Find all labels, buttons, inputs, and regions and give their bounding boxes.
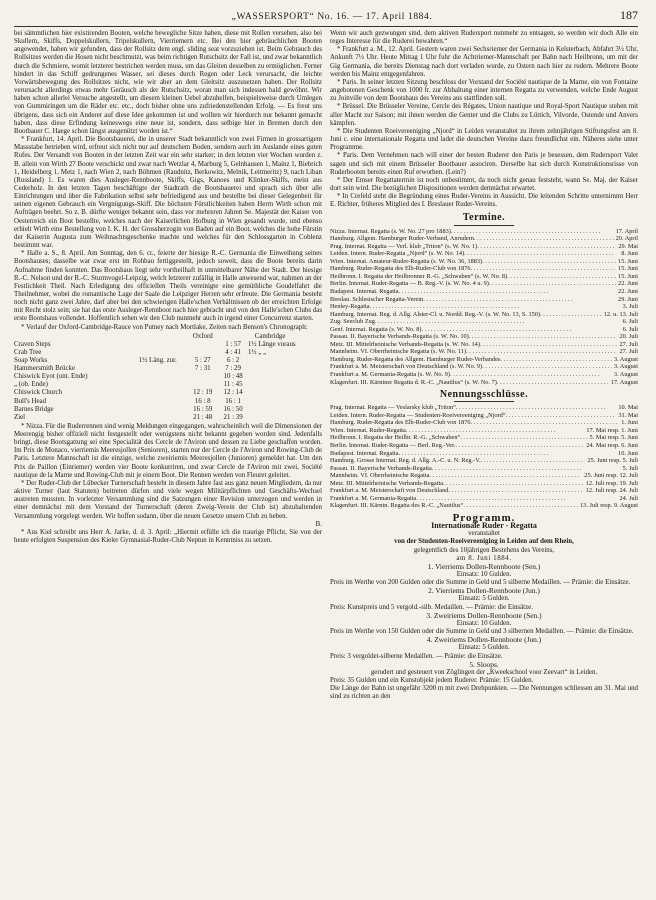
oxford-note xyxy=(128,389,187,397)
termine-item xyxy=(330,379,638,387)
entry-date: 12. Juli resp. 24. Juli xyxy=(585,487,638,495)
termine-item xyxy=(330,243,638,251)
event-entry-fee: gerudert und gesteuert von Zöglingen der „Kweekschool voor Zeevart“ in Leiden. xyxy=(370,668,598,676)
entry-date: 12. u. 13. Juli xyxy=(603,310,638,318)
entry-date: 22. Juni xyxy=(618,280,638,288)
race-row xyxy=(14,357,322,365)
oxford-time: 16 : 59 xyxy=(193,405,213,413)
cambridge-time: 6 : 2 xyxy=(226,357,240,365)
cambridge-note xyxy=(248,357,322,365)
entry-event: Frankfurt a. M. Meisterschaft von Deutschland . . . xyxy=(330,487,584,495)
race-row xyxy=(14,373,322,381)
entry-event: Passau. II. Bayerische Verbands-Regatta . . . xyxy=(330,465,621,473)
cambridge-time: 4 : 41 xyxy=(225,348,241,356)
oxford-time: 21 : 48 xyxy=(193,413,213,421)
nennung-item xyxy=(330,404,638,412)
entry-event: Metz. III. Mittelrheinische Verbands-Regatta . . . xyxy=(330,480,584,488)
nennung-item xyxy=(330,480,638,488)
entry-date: 29. Juni xyxy=(618,295,638,303)
event-prize: Preis: Kunstpreis und 5 vergold.-silb. Medaillen. — Prämie: die Einsätze. xyxy=(330,603,533,611)
entry-event: Henley-Regatta . . . xyxy=(330,303,621,311)
entry-date: 20. April xyxy=(615,235,638,243)
event-title: 1. Vierriems Dollen-Rennboote (Sen.) xyxy=(427,561,541,571)
article-oxford-cambridge: * Verlauf der Oxford-Cambridge-Rauce von Putney nach Mortlake, Zeiten nach Benson's Chronograph: xyxy=(21,323,308,331)
entry-event: Nizza. Internat. Regatta (s. W. No. 27 pro 1883) . . . xyxy=(330,228,614,236)
running-title: „WASSERSPORT“ No. 16. — 17. April 1884. xyxy=(231,12,433,22)
nennung-item xyxy=(330,427,638,435)
entry-date: 5. Juli xyxy=(622,464,638,472)
programm-occasion: gelegentlich des 10jährigen Bestehens des Vereins, xyxy=(413,546,555,554)
oxford-note: 1½ Läng. zur. xyxy=(138,357,177,365)
termine-item xyxy=(330,326,638,334)
entry-event: Budapest. Internat. Regatta . . . xyxy=(330,450,616,458)
entry-event: Frankfurt a. M. Meisterschaft von Deutschland (s. W. No. 9) . . . xyxy=(330,363,612,371)
article-luebeck: * Der Ruder-Club der Lübecker Turnerschaft besteht in diesem Jahre fast aus ganz neuen Mitgliedern, da nur aktive Turner (laut Statuten) beitreten dürfen und viele wegen Militärpflichten und Geschäfts-Wechsel austreten mussten. In vorletzter Versammlung sind die Satzungen einer Revision unterzogen und werden in einer demnächst mit dem Vorstand der Turnerschaft (deren Zweig-Verein der Club ist) abzuhaltenden Versammlung vorgelegt werden. Wir hoffen sodann, über die neuen Gesetze unsern Club zu heben. xyxy=(14,479,322,520)
programm-heading: Programm. xyxy=(452,511,516,524)
cambridge-note xyxy=(248,414,322,422)
event-title: 4. Zweiriems Dollen-Rennboote (Jun.) xyxy=(426,635,542,645)
race-row xyxy=(14,381,322,389)
entry-date: 10. Mai xyxy=(618,404,638,412)
race-row xyxy=(14,398,322,406)
event-title: 5. Sloops. xyxy=(469,659,499,669)
cambridge-time: 12 : 14 xyxy=(223,389,243,397)
event-entry-fee: Einsatz: 10 Gulden. xyxy=(456,570,512,578)
entry-event: Frankfurt a. M. Germania-Regatta (s. W. No. 9) . . . xyxy=(330,371,612,379)
entry-event: Genf. Internat. Regatta (s. W. No. 8) . . . xyxy=(330,326,621,334)
entry-date: 3. Juli xyxy=(622,303,638,311)
cambridge-time: 1 : 57 xyxy=(225,340,241,348)
race-row xyxy=(14,349,322,357)
entry-event: Prag. Internat. Regatta — Verl. klub „Triton“ (s. W. No. 1) . . . xyxy=(330,243,616,251)
termine-list xyxy=(330,228,638,386)
nennung-item xyxy=(330,502,638,510)
article-kiel: * Aus Kiel schreibt uns Herr A. Jarke, d. d. 3. April: „Hiermit erfülle ich die traurige Pflicht, Sie von der heute erfolgten Suspension des Kieler Gymnasial-Ruder-Club Neptun in Kenntniss zu setzen. xyxy=(14,528,322,544)
termine-item xyxy=(330,258,638,266)
nennung-list xyxy=(330,404,638,510)
cambridge-time: 21 : 39 xyxy=(223,413,243,421)
termine-item xyxy=(330,311,638,319)
race-row xyxy=(14,389,322,397)
termine-item xyxy=(330,296,638,304)
oxford-note xyxy=(128,406,187,414)
cambridge-note xyxy=(248,381,322,389)
nennung-item xyxy=(330,434,638,442)
race-place: Chiswick Church xyxy=(14,389,63,397)
nennung-item xyxy=(330,495,638,503)
event-title: 3. Zweiriems Dollen-Rennboote (Sen.) xyxy=(426,610,542,620)
cambridge-time: 7 : 29 xyxy=(225,365,241,373)
event-prize: Preis im Werthe von 200 Gulden oder die Summe in Geld und 5 silberne Medaillen. — Prämie: die Einsätze. xyxy=(330,579,631,587)
nennung-heading: Nennungsschlüsse. xyxy=(330,391,638,402)
cambridge-note: 1½ „ „ xyxy=(247,348,267,356)
article-paragraph: bei sämmtlichen hier existirenden Booten, welche bewegliche Sitze haben, diese mit Rollen versehen, also bei Skullern, Skiffs, Doppelskullern, Tripelskullern, Vierriemern etc. Bei den hier gebräuchlichen Booten angewendet, haben wir gefunden, dass der Rollsitz dem engl. sliding seat vorzuziehen ist. Beim Gebrauch des Rollsitzes werden die Hosen nicht beschmutzt, was beim richtigen Rutschsitz der Fall ist, und zwar bekanntlich durch die Schmiere, womit letzterer bestrichen werden muss, um das Gleiten desselben zu ermöglichen. Ferner hindert in das Schiff gedrungenes Wasser, sei dieses durch Regen oder Leck verursacht, die leichte Vorwärtsbewegung des Rollsitzes nicht, wie wir aber an dem Gleitsitz auszusetzen haben. Der Rollsitz verursacht allerdings etwas mehr Geräusch als der Rutschsitz, woran man sich indessen bald gewöhnt. Wir haben schon allerlei Versuche angestellt, um diesem kleinen Uebel abzuhelfen, beispielsweise durch Umlegen von Gummiringen um die Räder etc. etc., doch bisher ohne uns zufriedenstellenden Erfolg. — Es freut uns übrigens, dass sich ein Anderer auf diese Idee gekommen ist und wollten wir hierdurch nur bekannt gemacht haben, dass diese Erfindung keineswegs eine neue ist, sondern, dass selbige hier in Bremen durch den Bootbauer C. Haege schon längst ausgenützt worden ist.“ xyxy=(14,30,322,135)
entry-event: Mannheim. VI. Oberrheinische Regatta . . . xyxy=(330,472,582,480)
cambridge-note xyxy=(248,406,322,414)
programm-event xyxy=(330,612,638,636)
article-nizza: * Nizza. Für die Ruderrennen sind wenig Meldungen eingegangen, wahrscheinlich weil die Dimensionen der Meerengig bisher offiziell nicht festgestellt oder wenigstens nicht bekannt gegeben worden sind. Jedenfalls bringt, diese Bootsgattung sei eine Specialität des Cercle de l'Aviron und dessen zu Liebe geschaffen worden. Im Prix de Monaco, vierriemis Meeresjollen (Senioren), starten nur der Cercle de l'Aviron und Rowing-Club de Paris. Letztere Mannschaft ist die einzige, welche zweiriemis Meeresjollen (Junioren) gemeldet hat. Um den Prix de Paillon (Einriemer) werden vier Boote konkurriren, und zwar Cercle de l'Aviron mit zwei, Société nautique de la Marne und Rowing-Club mit je einem Boot. Die Rennen werden von Fleuret geleitet. xyxy=(14,422,322,479)
entry-event: Hamburg. Ruder-Regatta des Elb-Ruder-Club von 1876 . . . xyxy=(330,265,616,273)
entry-date: 17. Mai resp. 1. Juni xyxy=(586,426,638,434)
race-place: Hammersmith Brücke xyxy=(14,365,76,373)
entry-event: Hamburg. Internat. Reg. d. Allg. Alster-Cl. u. Nordd. Reg.-V. (s. W. No. 13, S. 150) . . . xyxy=(330,311,602,319)
cambridge-time: 11 : 45 xyxy=(223,381,243,389)
termine-item xyxy=(330,250,638,258)
article-halle: * Halle a. S., 8. April. Am Sonntag, den 6. cr., feierte der hiesige R.-C. Germania die Einweihung seines Bootshauses; dasselbe war zwar erst im Rohbau fertiggestellt, jedoch soweit, dass die Boote bereits darin Aufnahme finden konnten. Das Bootshaus liegt sehr vortheilhaft in unmittelbarer Nähe der Stadt. Der hiesige R.-C. Nelson und der R.-C. Sturmvogel-Leipzig, welch letzterer zufällig in Halle anwesend war, nahmen an der Festlichkeit Theil. Nach Erledigung des officiellen Theils vereinigte eine gemüthliche Goudelfahrt die Theilnehmer, wobei die romantische Lage der Saale die Leipziger Herren sehr erfreute. Die Germania besteht noch nicht ganz zwei Jahre, darf aber bei den schwierigen Halle'schen Verhältnissen ob der erreichten Erfolge mit Recht stolz sein; sie hat das erste Ausleger-Rennboot nach hier gebracht und von den Halle'schen Clubs das erste Bootshaus vollendet. Hoffentlich sehen wir den Club nunmehr auch in irgend einer Concurrenz starten. xyxy=(14,250,322,323)
event-entry-fee: Einsatz: 5 Gulden. xyxy=(458,595,510,603)
cambridge-time: 10 : 48 xyxy=(223,373,243,381)
entry-date: 15. Juni xyxy=(618,257,638,265)
entry-date: 27. Juli xyxy=(619,348,638,356)
entry-date: 12. Juli resp. 19. Juli xyxy=(585,479,638,487)
termine-item xyxy=(330,318,638,326)
entry-event: Budapest. Internat. Regatta . . . xyxy=(330,288,616,296)
termine-item xyxy=(330,288,638,296)
event-entry-fee: Einsatz: 10 Gulden. xyxy=(456,619,512,627)
entry-event: Hamburg. Allgem. Hamburger Ruder-Verband, Anrudern . . . xyxy=(330,235,614,243)
entry-event: Klagenfurt. III. Kärntn. Regatta des R.-C. „Nautilus“ . . . xyxy=(330,502,578,510)
entry-event: Heilbronn. I. Regatta der Heilbr. R.-G. „Schwaben“ . . . xyxy=(330,434,588,442)
cambridge-note xyxy=(248,398,322,406)
programm-section xyxy=(330,511,638,702)
termine-item xyxy=(330,348,638,356)
termine-item xyxy=(330,273,638,281)
nennung-item xyxy=(330,442,638,450)
oxford-time: 5 : 27 xyxy=(194,357,211,365)
event-entry-fee: Einsatz: 5 Gulden. xyxy=(458,644,510,652)
oxford-note xyxy=(128,349,187,357)
nennung-item xyxy=(330,465,638,473)
entry-date: 22. Juni xyxy=(618,287,638,295)
entry-date: 1. Juni xyxy=(621,419,638,427)
entry-event: Berlin. Internat. Ruder-Regatta — Berl. Reg.-Ver. . . . xyxy=(330,442,584,450)
termine-item xyxy=(330,303,638,311)
oxford-note xyxy=(128,414,187,422)
termine-item xyxy=(330,265,638,273)
entry-event: Prag. Internat. Regatta — Veslarsky klub „Triton“ . . . xyxy=(330,404,616,412)
header-rule xyxy=(14,26,638,27)
termine-item xyxy=(330,228,638,236)
oxford-time xyxy=(187,381,218,389)
event-prize: Preis: 35 Gulden und ein Kunstobjekt jedem Ruderer. Prämie: 15 Gulden. xyxy=(330,677,534,685)
programm-organizer: von der Studenten-Roeivereeniging in Leiden auf dem Rhein, xyxy=(394,538,574,546)
entry-date: 3. August xyxy=(613,355,638,363)
entry-date: 29. Mai xyxy=(618,242,638,250)
race-place: „ (ob. Ende) xyxy=(14,381,48,389)
entry-event: Hamburg. Ruder-Regatta des Elb-Ruder-Club von 1876 . . . xyxy=(330,419,619,427)
entry-event: Zug. Seeclub Zug . . . xyxy=(330,318,621,326)
programm-subheading: Internationale Ruder - Regatta xyxy=(431,521,537,531)
nennung-item xyxy=(330,487,638,495)
left-column xyxy=(14,30,322,900)
cambridge-note xyxy=(248,373,322,381)
entry-event: Klagenfurt. III. Kärntner Regatta d. R.-C. „Nautilus“ (s. W. No. 7) . . . xyxy=(330,379,609,387)
article-continuation: Wenn wir auch gezwungen sind, dem aktiven Rudersport nunmehr zu entsagen, so werden wir doch Alle ein reges Interesse für die Ruderei bewahren.“ xyxy=(330,30,638,46)
entry-date: 24. Mai resp. 6. Juni xyxy=(586,441,638,449)
race-place: Ziel xyxy=(14,413,26,421)
right-column xyxy=(330,30,638,900)
oxford-header: Oxford xyxy=(192,332,213,340)
oxford-time xyxy=(187,349,218,357)
termine-item xyxy=(330,333,638,341)
programm-event xyxy=(330,563,638,587)
oxford-time: 12 : 19 xyxy=(193,389,213,397)
entry-event: Leiden. Intern. Ruder-Regatta — Studenten-Roeivereeniging „Njord“ . . . xyxy=(330,412,616,420)
article-frankfurt: * Frankfurt, 14. April. Die Bootsbauerei, die in unserer Stadt bekanntlich von zwei Firmen in grossartigem Massstabe betrieben wird, erfreut sich nicht nur auf deutschem Boden, sondern auch im Auslande eines guten Rufes. Der Versandt von Booten in der letzten Zeit war ein sehr starker; in den letzten vier Wochen wurden z. B. allein von Wirth 27 Boote verschickt und zwar nach Wetzlar 4, Marburg 5, Gelnhausen 1, Mainz 1, Biebrich 1, Heidelberg 1, Metz 1, nach Wien 2, nach Böhmen (Raudnitz, Berkowitz, Melnik, Leitmeritz) 9, nach Liban (Russland) 1. Es waren dies Ausleger-Rennboote, Skiffs, Gigs, Kanoes und Klinker-Skiffs, meist aus Cederholz. In den letzten Tagen beschäftigte der Stadtrath die Bootsbauerei und sprach sich über alle Einrichtungen und über die Fabrikation selbst sehr befriedigend aus und bestellte bei dieser Gelegenheit für seinen eigenen Gebrauch ein Vergnügungs-Skiff. Die höchsten Fürstlichkeiten haben Herrn Wirth schon mit Aufträgen beehrt. So z. B. dürfte weniger bekannt sein, dass vor mehreren Jahren Se. Majestät der Kaiser von Oesterreich ein Boot bestellte, welches nach der Kaiserlichen Hofburg in Wien gesandt wurde, und ebenso erhielt Wirth eine Bestellung von I. K. H. der Grossherzogin von Baden auf ein Boot, welches die hohe Fürstin der Kaiserin Augusta zum Weihnachtsgeschenke machte und welches für den Schlossgarten in Coblenz bestimmt war. xyxy=(14,136,322,250)
termine-item xyxy=(330,363,638,371)
entry-event: Metz. III. Mittelrheinische Verbands-Regatta (s. W. No. 14) . . . xyxy=(330,341,617,349)
entry-date: 24. Juli xyxy=(619,494,638,502)
nennung-item xyxy=(330,472,638,480)
race-place: Chiswick Eyot (unt. Ende) xyxy=(14,373,88,381)
race-place: Craven Steps xyxy=(14,340,51,348)
cambridge-time: 16 : 50 xyxy=(223,405,243,413)
entry-event: Passau. II. Bayerische Verbands-Regatta (s. W. No. 10) . . . xyxy=(330,333,617,341)
article-signature: B. xyxy=(315,520,322,528)
page-number: 187 xyxy=(619,8,638,22)
entry-date: 13. Juli resp. 9. August xyxy=(580,502,638,510)
oxford-note xyxy=(128,341,187,349)
article-bruessel: * Brüssel. Die Brüsseler Vereine, Cercle des Régates, Union nautique und Royal-Sport Nautique stehen mit aller Macht zur Saison; mit ihnen werden die Genter und die Clubs zu Lüttich, Vilvorde, Ostende und Anvers kämpfen. xyxy=(330,103,638,127)
programm-event xyxy=(330,636,638,660)
race-row xyxy=(14,341,322,349)
article-paris-marne: * Paris. In seiner letzten Sitzung beschloss der Vorstand der Société nautique de la Marne, ein von Fontaine angebotenen Geschenk von 1000 fr. zur Abhaltung einer internen Regatta zu verwenden, welche Ende August zu Joinville von dem Bootshaus des Vereins aus stattfinden soll. xyxy=(330,78,638,103)
entry-event: Breslau. Schlesischer Regatta-Verein . . . xyxy=(330,296,616,304)
entry-date: 3. August xyxy=(613,370,638,378)
article-paris-rower: * Paris. Dem Vernehmen nach will einer der besten Ruderer den Paris je besessen, dem Rudersport Valet sagen und sich mit einem Brüsseler Bootbauer associren. Derselbe hat sich durch Konstruktionsrisse von Ruderbooten bereits einen Ruf erworben. (Lein?) xyxy=(330,152,638,176)
entry-date: 17. August xyxy=(610,378,638,386)
termine-item xyxy=(330,371,638,379)
termine-item xyxy=(330,356,638,364)
entry-date: 20. Juli xyxy=(619,333,638,341)
race-row xyxy=(14,406,322,414)
race-place: Soap Works xyxy=(14,357,48,365)
race-place: Barnes Bridge xyxy=(14,405,54,413)
oxford-time: 7 : 31 xyxy=(194,365,211,373)
entry-event: Heilbronn. I. Regatta der Heilbronner R.-G. „Schwaben“ (s. W. No. 8) . . . xyxy=(330,273,616,281)
event-prize: Preis: 3 vergoldet-silberne Medaillen. — Prämie: die Einsätze. xyxy=(330,652,503,660)
programm-by: veranstaltet xyxy=(468,530,500,538)
event-title: 2. Vierriems Dollen-Rennboote (Jun.) xyxy=(428,586,540,596)
oxford-note xyxy=(128,373,187,381)
entry-event: Mannheim. VI. Oberrheinische Regatta (s. W. No. 11) . . . xyxy=(330,348,617,356)
page-header xyxy=(14,8,638,24)
termine-item xyxy=(330,280,638,288)
article-njord: * Die Studenten Roeivereeniging „Njord“ in Leiden veranstaltet zu ihrem zehnjährigen Stiftungsfest am 8. Juni c. eine internationale Regatta und ladet die deutschen Vereine dazu freundlichst ein. Näheres siehe unter Programme. xyxy=(330,127,638,152)
race-times-table xyxy=(14,333,322,422)
race-table-header xyxy=(14,333,322,341)
entry-date: 15. Juni xyxy=(618,265,638,273)
entry-date: 15. Juni xyxy=(618,272,638,280)
entry-event: Hamburg. Ruder-Regatta des Allgem. Hamburger Ruder-Verbandes . . . xyxy=(330,356,612,364)
programm-closing: Die Länge der Bahn ist ungefähr 3200 m mit zwei Drehpunkten. — Die Nennungen schliessen am 31. Mai und sind zu richten an den xyxy=(330,685,638,701)
termine-heading: Termine. xyxy=(330,214,638,225)
entry-date: 5. Mai resp. 5. Juni xyxy=(589,434,638,442)
entry-date: 10. Juni xyxy=(618,449,638,457)
article-frankfurt-main: * Frankfurt a. M., 12. April. Gestern waren zwei Sechsriemer der Germania in Kelsterbach, Abfahrt 3½ Uhr, Ankunft 7½ Uhr. Heute Mittag 1 Uhr fuhr die Achtriemer-Mannschaft per Bahn nach Heilbronn, um mit der Gig Germania, die bereits Dienstag nach dort verladen wurde, zu Ostern nach hier zu rudern. Mehrere Boote werden bis Mainz entgegenfahren. xyxy=(330,46,638,78)
nennung-item xyxy=(330,450,638,458)
cambridge-note xyxy=(248,365,322,373)
programm-date: am 8. Juni 1884. xyxy=(456,554,512,562)
event-prize: Preis im Werthe von 150 Gulden oder die Summe in Geld und 3 silbernen Medaillen. — Prämie: die Einsätze. xyxy=(330,628,634,636)
race-place: Crab Tree xyxy=(14,348,42,356)
oxford-time xyxy=(187,373,218,381)
entry-date: 25. Juni resp. 5. Juli xyxy=(587,457,638,465)
entry-event: Wien. Internat. Amateur-Ruder-Regatta (s. W. No. 36, 1883) . . . xyxy=(330,258,616,266)
entry-date: 27. Juli xyxy=(619,340,638,348)
entry-event: Leiden. Intern. Ruder-Regatta „Njord“ (s. W. No. 14) . . . xyxy=(330,250,619,258)
nennung-item xyxy=(330,419,638,427)
entry-date: 25. Juni resp. 12. Juli xyxy=(584,472,638,480)
entry-date: 6. Juli xyxy=(622,325,638,333)
oxford-time: 16 : 8 xyxy=(194,397,211,405)
entry-date: 31. Mai xyxy=(618,411,638,419)
race-place: Bull's Head xyxy=(14,397,47,405)
nennung-item xyxy=(330,457,638,465)
entry-date: 8. Juni xyxy=(621,250,638,258)
programm-event xyxy=(330,661,638,685)
oxford-note xyxy=(128,398,187,406)
oxford-note xyxy=(128,381,187,389)
termine-item xyxy=(330,235,638,243)
entry-date: 6. Juli xyxy=(622,318,638,326)
cambridge-note: 1½ Länge voraus xyxy=(247,340,296,348)
oxford-time xyxy=(187,341,218,349)
entry-event: Hamburg. Grosse Internat. Reg. d. Allg. A.-C. u. N. Reg.-V. . . . xyxy=(330,457,585,465)
article-crefeld: * In Crefeld steht die Begründung eines Ruder-Vereins in Aussicht. Die leitenden Schritte unternimmt Herr E. Richter, früheres Mitglied des I. Breslauer Ruder-Vereins. xyxy=(330,193,638,209)
entry-date: 3. August xyxy=(613,363,638,371)
entry-event: Wien. Internat. Ruder-Regatta . . . xyxy=(330,427,584,435)
entry-event: Berlin. Internat. Ruder-Regatta — B. Reg.-V. (s. W. No. 4 u. 9) . . . xyxy=(330,280,616,288)
entry-date: 17. April xyxy=(615,227,638,235)
termine-item xyxy=(330,341,638,349)
race-row xyxy=(14,365,322,373)
cambridge-time: 16 : 1 xyxy=(225,397,241,405)
article-ems: * Der Emser Regattatermin ist noch unbestimmt, da noch nicht genau feststeht, wann Se. Maj. der Kaiser dort sein wird. Die bezüglichen Dispositionen werden demnächst erwartet. xyxy=(330,176,638,192)
programm-event xyxy=(330,587,638,611)
cambridge-note xyxy=(248,389,322,397)
race-row xyxy=(14,414,322,422)
entry-event: Frankfurt a. M. Germania-Regatta . . . xyxy=(330,495,617,503)
oxford-note xyxy=(128,365,187,373)
cambridge-header: Cambridge xyxy=(254,332,286,340)
nennung-item xyxy=(330,412,638,420)
